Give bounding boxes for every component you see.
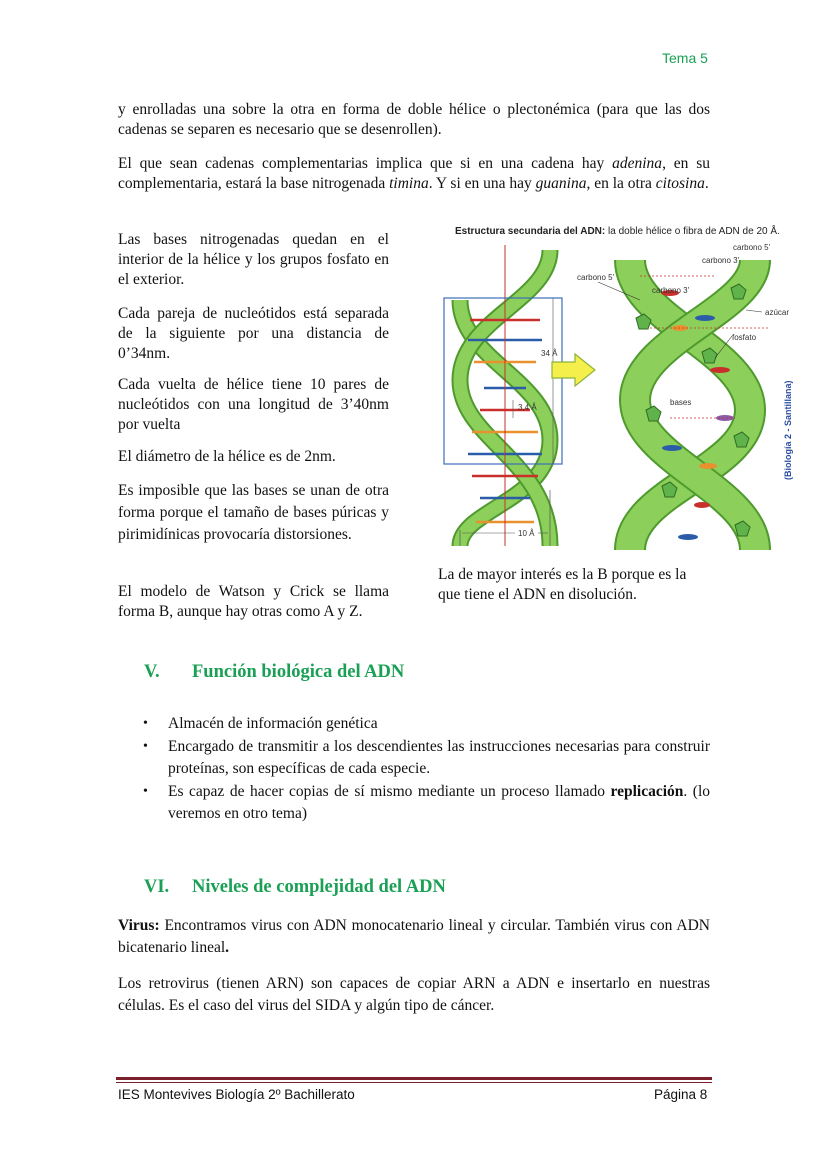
list-item: • Es capaz de hacer copias de sí mismo mediante un proceso llamado replicación. (lo veremos en otro tema): [118, 781, 710, 825]
zoom-arrow-icon: [552, 354, 595, 386]
label-bases: bases: [670, 398, 692, 407]
label-carbono-5: carbono 5': [577, 273, 615, 282]
right-helix: [630, 260, 770, 550]
section-5-title: Función biológica del ADN: [192, 662, 405, 682]
intro-paragraph-1: y enrolladas una sobre la otra en forma de doble hélice o plectonémica (para que las dos cadenas se separen es necesario que se desenrollen).: [118, 101, 710, 138]
footer-rule: [116, 1077, 712, 1083]
left-helix: [460, 245, 550, 546]
dna-double-helix-illustration: [440, 240, 796, 565]
dim-10-label: 10 Å: [518, 529, 535, 538]
helix-turn-paragraph: Cada vuelta de hélice tiene 10 pares de nucleótidos con una longitud de 3’40nm por vuelta: [118, 376, 389, 433]
label-carbono-3-top: carbono 3': [702, 256, 740, 265]
figure-caption: La de mayor interés es la B porque es la que tiene el ADN en disolución.: [438, 566, 687, 603]
label-azucar: azúcar: [765, 308, 790, 317]
bases-paragraph: Las bases nitrogenadas quedan en el interior de la hélice y los grupos fosfato en el exterior.: [118, 231, 389, 288]
list-item: • Almacén de información genética: [118, 713, 710, 735]
dim-3-4-label: 3,4 Å: [518, 403, 537, 412]
dna-figure: [440, 224, 796, 554]
chapter-label: Tema 5: [662, 50, 708, 66]
bases-distortion-paragraph: Es imposible que las bases se unan de otra forma porque el tamaño de bases púricas y pirimidínicas provocaría distorsiones.: [118, 482, 389, 543]
label-fosfato: fosfato: [732, 333, 757, 342]
function-bullet-list: [118, 713, 710, 826]
figure-source: (Biología 2 - Santillana): [783, 380, 793, 480]
label-carbono-5-top: carbono 5': [733, 243, 771, 252]
label-carbono-3: carbono 3': [652, 286, 690, 295]
list-item: • Encargado de transmitir a los descendientes las instrucciones necesarias para construir proteínas, son específicas de cada especie.: [118, 736, 710, 780]
nucleotide-distance-paragraph: Cada pareja de nucleótidos está separada de la siguiente por una distancia de 0’34nm.: [118, 305, 389, 362]
virus-paragraph: Virus: Encontramos virus con ADN monocatenario lineal y circular. También virus con ADN bicatenario lineal.: [118, 917, 710, 956]
section-5-heading: [144, 662, 404, 683]
intro-paragraph-2: El que sean cadenas complementarias implica que si en una cadena hay adenina, en su complementaria, estará la base nitrogenada timina. Y si en una hay guanina, en la otra citosina.: [118, 155, 710, 192]
watson-crick-paragraph: El modelo de Watson y Crick se llama forma B, aunque hay otras como A y Z.: [118, 583, 389, 620]
footer-school: IES Montevives Biología 2º Bachillerato: [118, 1087, 355, 1102]
dim-34-label: 34 Å: [541, 349, 558, 358]
section-5-number: V.: [144, 662, 160, 682]
helix-diameter-paragraph: El diámetro de la hélice es de 2nm.: [118, 448, 336, 465]
retrovirus-paragraph: Los retrovirus (tienen ARN) son capaces de copiar ARN a ADN e insertarlo en nuestras células. Es el caso del virus del SIDA y algún tipo de cáncer.: [118, 975, 710, 1014]
section-6-title: Niveles de complejidad del ADN: [192, 877, 446, 897]
section-6-heading: [144, 877, 446, 898]
section-6-number: VI.: [144, 877, 170, 897]
figure-title: Estructura secundaria del ADN: la doble hélice o fibra de ADN de 20 Å.: [455, 226, 780, 237]
page-number: Página 8: [654, 1087, 708, 1102]
